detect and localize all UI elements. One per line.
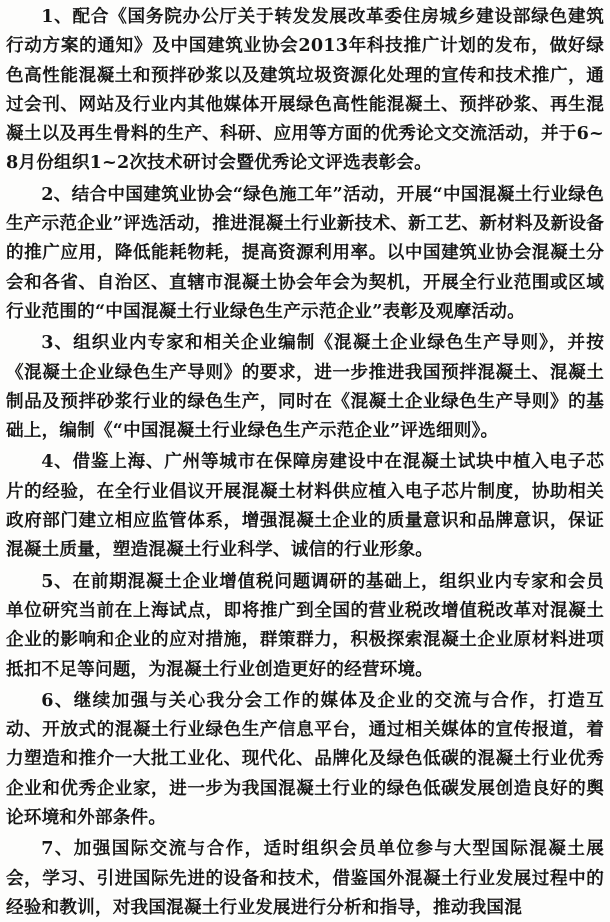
paragraph-4: 4、借鉴上海、广州等城市在保障房建设中在混凝土试块中植入电子芯片的经验，在全行业倡议开展混凝土材料供应植入电子芯片制度，协助相关政府部门建立相应监管体系，增强混凝土企业的质量意识和品牌意识，保证混凝土质量，塑造混凝土行业科学、诚信的行业形象。	[6, 451, 604, 561]
paragraph-6: 6、继续加强与关心我分会工作的媒体及企业的交流与合作，打造互动、开放式的混凝土行业绿色生产信息平台，通过相关媒体的宣传报道，着力塑造和推介一大批工业化、现代化、品牌化及绿色低碳的混凝土行业优秀企业和优秀企业家，进一步为我国混凝土行业的绿色低碳发展创造良好的舆论环境和外部条件。	[6, 689, 604, 829]
paragraph-1: 1、配合《国务院办公厅关于转发发展改革委住房城乡建设部绿色建筑行动方案的通知》及中国建筑业协会2013年科技推广计划的发布，做好绿色高性能混凝土和预拌砂浆以及建筑垃圾资源化处理的宣传和技术推广，通过会刊、网站及行业内其他媒体开展绿色高性能混凝土、预拌砂浆、再生混凝土以及再生骨料的生产、科研、应用等方面的优秀论文交流活动，并于6~8月份组织1~2次技术研讨会暨优秀论文评选表彰会。	[6, 6, 604, 174]
paragraph-2: 2、结合中国建筑业协会“绿色施工年”活动，开展“中国混凝土行业绿色生产示范企业”评选活动，推进混凝土行业新技术、新工艺、新材料及新设备的推广应用，降低能耗物耗，提高资源利用率。以中国建筑业协会混凝土分会和各省、自治区、直辖市混凝土协会年会为契机，开展全行业范围或区域行业范围的“中国混凝土行业绿色生产示范企业”表彰及观摩活动。	[6, 183, 604, 322]
paragraph-5: 5、在前期混凝土企业增值税问题调研的基础上，组织业内专家和会员单位研究当前在上海试点，即将推广到全国的营业税改增值税改革对混凝土企业的影响和企业的应对措施，群策群力，积极探索混凝土企业原材料进项抵扣不足等问题，为混凝土行业创造更好的经营环境。	[6, 570, 604, 680]
paragraph-7: 7、加强国际交流与合作，适时组织会员单位参与大型国际混凝土展会，学习、引进国际先进的设备和技术，借鉴国外混凝土行业发展过程中的经验和教训，对我国混凝土行业发展进行分析和指导，推动我国混	[6, 838, 604, 918]
paragraph-3: 3、组织业内专家和相关企业编制《混凝土企业绿色生产导则》，并按《混凝土企业绿色生产导则》的要求，进一步推进我国预拌混凝土、混凝土制品及预拌砂浆行业的绿色生产，同时在《混凝土企业绿色生产导则》的基础上，编制《“中国混凝土行业绿色生产示范企业”评选细则》。	[6, 332, 604, 442]
